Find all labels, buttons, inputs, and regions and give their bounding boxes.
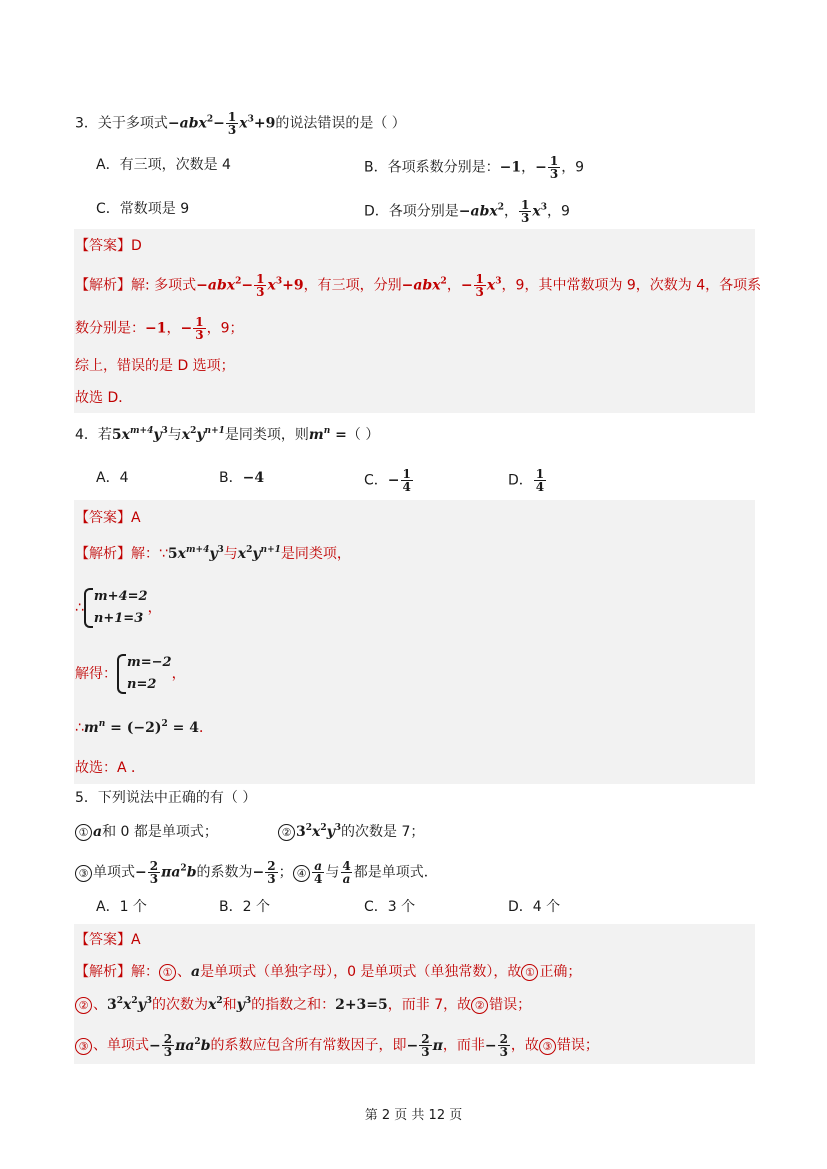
q3-option-c[interactable]: C．常数项是 9 bbox=[96, 201, 190, 217]
q4-final: $\therefore m^n = (-2)^2 = 4$． bbox=[75, 719, 214, 736]
q5-option-a[interactable]: A．1 个 bbox=[96, 899, 147, 915]
q4-option-d[interactable]: D． $\frac{1}{4}$ bbox=[508, 467, 545, 494]
q5-analysis-line2: ② 、$3^2x^2y^3$的次数为$x^2$和$y^3$的指数之和：2+3=5，而非 7，故 ② 错误； bbox=[75, 995, 531, 1015]
q4-option-b[interactable]: B．−4 bbox=[219, 470, 265, 486]
q5-analysis-line3: ③ 、单项式− $\frac{2}{3}$ $\pi a^2b$的系数应包含所有常数因子，即− $\frac{2}{3}$ π，而非− $\frac{2}{3}$ ，故 ③ 错误； bbox=[75, 1033, 599, 1058]
q3-stem: 3．关于多项式−abx$^2$− $\frac{1}{3}$ $x^3+9$的说法错误的是（ ） bbox=[75, 110, 406, 137]
q3-answer: 【答案】D bbox=[75, 238, 142, 254]
q3-analysis-line1: 【解析】解: 多项式−abx$^2$− $\frac{1}{3}$ $x^3+9$，有三项，分别−abx$^2$，− $\frac{1}{3}$ $x^3$，9，其中常数项为 9，次数为 4，各项系 bbox=[75, 272, 762, 299]
q3-option-d[interactable]: D．各项分别是−abx$^2$， $\frac{1}{3}$ $x^3$，9 bbox=[364, 198, 570, 225]
q5-option-d[interactable]: D．4 个 bbox=[508, 899, 561, 915]
q5-option-b[interactable]: B．2 个 bbox=[219, 899, 270, 915]
q4-choose: 故选：A ． bbox=[75, 760, 146, 776]
q4-answer: 【答案】A bbox=[75, 510, 141, 526]
q5-stem: 5．下列说法中正确的有（ ） bbox=[75, 790, 257, 806]
q3-option-b[interactable]: B．各项系数分别是：−1，− $\frac{1}{3}$ ，9 bbox=[364, 154, 585, 181]
q4-option-a[interactable]: A．4 bbox=[96, 470, 129, 486]
q3-analysis-line4: 故选 D． bbox=[75, 390, 133, 406]
q4-analysis-line1: 【解析】解：$\because 5x^{m+4}y^3$与$x^2y^{n+1}$是同类项， bbox=[75, 545, 351, 562]
q5-option-c[interactable]: C．3 个 bbox=[364, 899, 416, 915]
q4-system-2: 解得： m=−2 n=2 ， bbox=[75, 652, 186, 696]
q3-option-a[interactable]: A．有三项，次数是 4 bbox=[96, 157, 231, 173]
q3-analysis-line2: 数分别是：−1，− $\frac{1}{3}$ ，9； bbox=[75, 315, 244, 342]
q4-system-1: ∴ m+4=2 n+1=3 ， bbox=[75, 586, 162, 630]
q5-analysis-line1: 【解析】解： ① 、a是单项式（单独字母），0 是单项式（单独常数），故 ① 正确； bbox=[75, 964, 582, 980]
q5-answer: 【答案】A bbox=[75, 932, 141, 948]
q4-option-c[interactable]: C．− $\frac{1}{4}$ bbox=[364, 467, 411, 494]
q5-statement-4: ④ $\frac{a}{4}$ 与 $\frac{4}{a}$ 都是单项式． bbox=[293, 860, 438, 885]
page-footer: 第 2 页 共 12 页 bbox=[364, 1108, 463, 1123]
q5-statement-2: ② $3^2x^2y^3$的次数是 7； bbox=[278, 822, 424, 842]
q4-answer-box bbox=[74, 500, 755, 784]
q5-statement-1: ① a和 0 都是单项式； bbox=[75, 822, 218, 842]
q5-statement-3: ③ 单项式− $\frac{2}{3}$ $\pi a^2b$的系数为− $\frac{2}{3}$ ； bbox=[75, 860, 293, 885]
q3-analysis-line3: 综上，错误的是 D 选项； bbox=[75, 358, 235, 374]
q4-stem: 4．若$5x^{m+4}y^3$与$x^2y^{n+1}$是同类项，则$m^n$ =（ ） bbox=[75, 426, 380, 443]
